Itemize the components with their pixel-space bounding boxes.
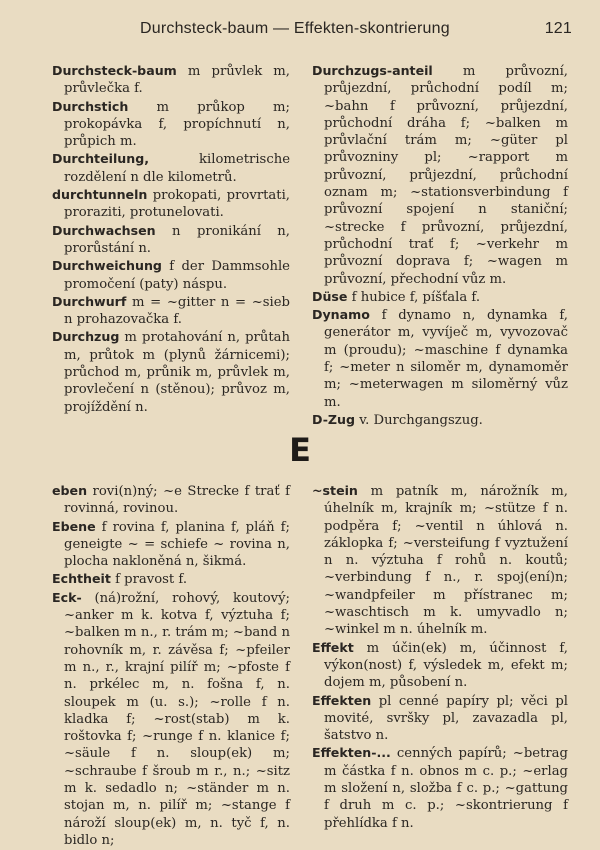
dictionary-entry: [52, 150, 290, 186]
entry-headword: durchtunneln: [52, 187, 148, 203]
dictionary-entry: [312, 639, 568, 692]
entry-definition: m účin(ek) m, účinnost f, výkon(nost) f, výsledek m, efekt m; dojem m, působení n.: [324, 640, 568, 691]
entry-definition: cenných papírů; ~betrag m částka f n. obnos m c. p.; ~erlag m složení n, složba f c. p.; ~gattung f druh m c. p.; ~skontrierung f přehlídka f n.: [324, 746, 568, 831]
entry-headword: Durchwachsen: [52, 222, 156, 238]
entry-definition: (ná)rožní, rohový, koutový; ~anker m k. kotva f, výztuha f; ~balken m n., r. trám m; ~band n rohovník m, r. závěsa f; ~pfeiler m n., r., krajní pilíř m; ~pfoste f n. prkélec m, n. fošna f, n. sloupek m (u. s.); ~rolle f n. kladka f; ~rost(stab) m k. roštovka f; ~runge f n. klanice f; ~säule f n. sloup(ek) m; ~schraube f šroub m r., n.; ~sitz m k. sedadlo n; ~ständer m n. stojan m, n. pilíř m; ~stange f nároží sloup(ek) m, n. tyč f, n. bidlo n;: [64, 590, 290, 848]
column-bottom-right: [312, 482, 568, 832]
column-bottom-left: [52, 482, 290, 849]
entry-definition: pl cenné papíry pl; věci pl movité, svršky pl, zavazadla pl, šatstvo n.: [324, 693, 568, 744]
column-top-right: [312, 62, 568, 429]
entry-definition: m průvozní, průjezdní, průchodní podíl m; ~bahn f průvozní, průjezdní, průchodní dráha f; ~balken m průvlační trám m; ~güter pl průvozniny pl; ~rapport m průvozní, průjezdní, průchodní oznam m; ~stationsverbindung f průvozní spojení n staniční; ~strecke f průvozní, průjezdní, průchodní trať f; ~verkehr m průvozní doprava f; ~wagen m průvozní, přechodní vůz m.: [324, 64, 568, 287]
entry-headword: Durchzugs-anteil: [312, 63, 433, 78]
dictionary-entry: [312, 482, 568, 639]
entry-definition: f rovina f, planina f, pláň f; geneigte ~ = schiefe ~ rovina n, plocha nakloněná n, šikmá.: [64, 519, 290, 570]
page-number: 121: [544, 20, 572, 37]
dictionary-entry: [52, 570, 290, 588]
entry-headword: Durchstich: [52, 98, 129, 114]
dictionary-entry: [312, 288, 568, 306]
entry-definition: prokopati, provrtati, proraziti, protunelovati.: [64, 188, 290, 221]
dictionary-entry: [52, 589, 290, 849]
dictionary-entry: [52, 293, 290, 329]
entry-definition: m patník m, nárožník m, úhelník m, krajník m; ~stütze f n. podpěra f; ~ventil n úhlová n. záklopka f; ~versteifung f vyztužení n n. výztuha f rohů n. koutů; ~verbindung f n., r. spoj(ení)n; ~wandpfeiler m přístranec m; ~waschtisch m k. umyvadlo n; ~winkel m n. úhelník m.: [324, 484, 568, 638]
entry-headword: Durchsteck-baum: [52, 63, 177, 78]
entry-definition: f der Dammsohle promočení (paty) náspu.: [64, 259, 290, 292]
entry-headword: Durchzug: [52, 329, 120, 345]
entry-headword: Dynamo: [312, 307, 370, 323]
column-top-left: [52, 62, 290, 416]
running-header: [40, 18, 580, 44]
dictionary-entry: [312, 692, 568, 745]
entry-headword: Eck-: [52, 589, 82, 605]
entry-headword: D-Zug: [312, 411, 356, 427]
entry-headword: ~stein: [312, 483, 358, 498]
entry-headword: Durchwurf: [52, 293, 127, 309]
entry-definition: m průkop m; prokopávka f, propíchnutí n, průpich m.: [64, 99, 290, 150]
entry-definition: n pronikání n, prorůstání n.: [64, 223, 290, 256]
entry-headword: Effekt: [312, 639, 354, 655]
entry-definition: m průvlek m, průvlečka f.: [64, 64, 290, 97]
entry-headword: Düse: [312, 288, 348, 304]
entry-definition: f hubice f, píšťala f.: [347, 289, 481, 305]
entry-headword: eben: [52, 483, 88, 498]
dictionary-entry: [312, 411, 568, 429]
entry-headword: Ebene: [52, 518, 96, 534]
entry-definition: f pravost f.: [110, 572, 188, 588]
entry-definition: m protahování n, průtah m, průtok m (plynů žárnicemi); průchod m, průnik m, průvlek m, provlečení n (stěnou); průvoz m, projíždění n.: [64, 330, 290, 415]
section-letter: E: [289, 431, 311, 469]
entry-definition: f dynamo n, dynamka f, generátor m, vyvíječ m, vyvozovač m (proudu); ~maschine f dynamka f; ~meter n siloměr m, dynamoměr m; ~meterwagen m siloměrný vůz m.: [324, 308, 568, 410]
dictionary-entry: [52, 186, 290, 222]
entry-headword: Durchteilung,: [52, 151, 149, 167]
dictionary-entry: [52, 98, 290, 151]
dictionary-entry: [312, 62, 568, 288]
entry-headword: Effekten-...: [312, 745, 391, 761]
dictionary-entry: [52, 328, 290, 415]
entry-headword: Effekten: [312, 692, 372, 708]
entry-definition: m = ~gitter n = ~sieb n prohazovačka f.: [64, 294, 290, 328]
dictionary-entry: [52, 482, 290, 518]
entry-definition: v. Durchgangszug.: [355, 412, 483, 428]
dictionary-entry: [52, 62, 290, 98]
dictionary-entry: [52, 257, 290, 293]
dictionary-entry: [52, 518, 290, 571]
dictionary-entry: [312, 744, 568, 831]
dictionary-entry: [312, 306, 568, 411]
entry-headword: Durchweichung: [52, 258, 162, 274]
entry-headword: Echtheit: [52, 571, 111, 587]
dictionary-entry: [52, 222, 290, 258]
header-title: Durchsteck-baum — Effekten-skontrierung: [140, 20, 450, 37]
entry-definition: rovi(n)ný; ~e Strecke f trať f rovinná, rovinou.: [64, 484, 290, 517]
entry-definition: kilometrische rozdělení n dle kilometrů.: [64, 152, 290, 185]
